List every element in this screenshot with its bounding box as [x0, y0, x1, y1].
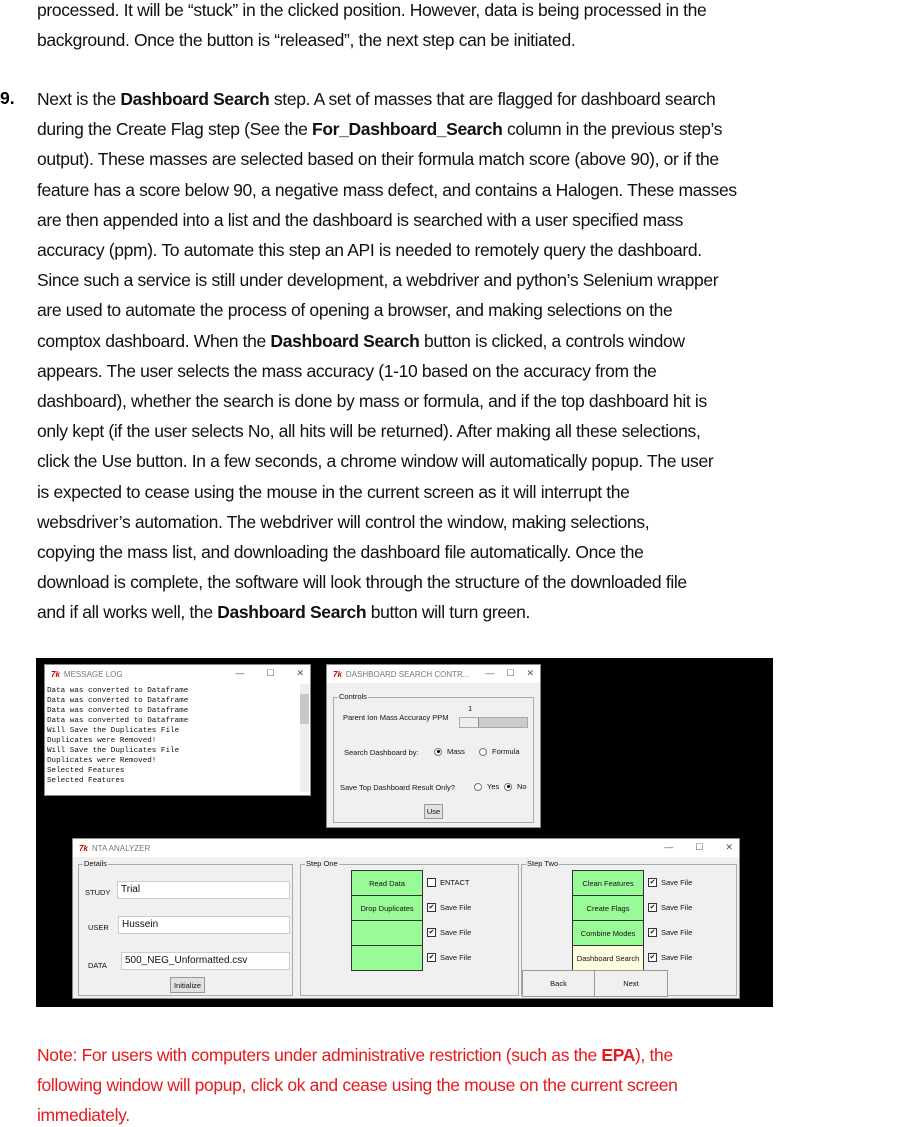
checkbox-icon: ✔: [428, 929, 435, 936]
text-line: [37, 571, 687, 593]
text-line: [37, 269, 718, 291]
text-segment: button is clicked, a controls window: [419, 330, 685, 351]
checkbox-icon: ✔: [428, 904, 435, 911]
app-logo-icon: 7k: [333, 669, 342, 679]
text-line: [37, 601, 530, 623]
text-segment: Next is the: [37, 89, 121, 109]
save-file-checkbox[interactable]: [427, 953, 471, 962]
bold-term: For_Dashboard_Search: [312, 119, 503, 140]
text-segment: are then appended into a list and the dashboard is searched with a user specified mass: [37, 209, 684, 230]
text-segment: dashboard), whether the search is done by mass or formula, and if the top dashboard hit is: [37, 391, 707, 411]
checkbox-icon: ✔: [649, 879, 656, 886]
ppm-slider[interactable]: [459, 717, 528, 728]
study-input[interactable]: Trial: [117, 881, 290, 899]
dashboard-search-dialog: [326, 664, 541, 828]
log-line: Duplicates were Removed!: [47, 737, 157, 745]
checkbox-label: Save File: [440, 953, 472, 962]
text-segment: button will turn green.: [366, 602, 531, 623]
save-file-checkbox[interactable]: [427, 878, 469, 887]
bold-term: EPA: [601, 1045, 636, 1065]
radio-yes[interactable]: [474, 782, 499, 791]
radio-formula[interactable]: [479, 747, 520, 756]
log-line: Data was converted to Dataframe: [47, 707, 189, 715]
screenshot: [36, 658, 773, 1007]
bold-term: Dashboard Search: [120, 89, 270, 109]
scrollbar[interactable]: [300, 684, 309, 792]
app-logo-icon: 7k: [51, 669, 60, 679]
text-line: [37, 511, 649, 533]
group-label: Step Two: [527, 859, 559, 868]
text-line: [37, 0, 706, 21]
text-line: [37, 118, 722, 140]
bold-term: Dashboard Search: [270, 330, 420, 351]
text-segment: during the Create Flag step (See the: [37, 119, 312, 140]
log-line: Data was converted to Dataframe: [47, 697, 189, 705]
checkbox-label: Save File: [440, 903, 472, 912]
checkbox-icon: ✔: [428, 954, 435, 961]
minimize-icon[interactable]: —: [485, 668, 495, 678]
back-button[interactable]: Back: [522, 970, 595, 997]
save-top-label: Save Top Dashboard Result Only?: [340, 783, 455, 792]
maximize-icon[interactable]: ☐: [695, 842, 704, 852]
step-one-group: [300, 859, 519, 996]
text-segment: column in the previous step’s: [502, 119, 723, 140]
ppm-label: Parent Ion Mass Accuracy PPM: [343, 713, 449, 722]
text-segment: are used to automate the process of opening a browser, and making selections on the: [37, 300, 673, 321]
checkbox-label: Save File: [440, 928, 472, 937]
save-file-checkbox[interactable]: [648, 953, 692, 962]
text-segment: comptox dashboard. When the: [37, 330, 271, 351]
checkbox-label: Save File: [661, 903, 693, 912]
ppm-value: 1: [468, 704, 473, 713]
text-segment: click the Use button. In a few seconds, a chrome window will automatically popup. The user: [37, 451, 714, 472]
checkbox-label: Save File: [661, 878, 693, 887]
checkbox-icon: ✔: [649, 954, 656, 961]
radio-label: Mass: [447, 747, 465, 756]
close-icon[interactable]: ✕: [526, 668, 534, 678]
log-line: Selected Features: [47, 777, 125, 785]
checkbox-label: Save File: [661, 928, 693, 937]
data-label: DATA: [88, 961, 107, 970]
close-icon[interactable]: ✕: [296, 668, 304, 678]
maximize-icon[interactable]: ☐: [506, 668, 515, 678]
details-group: [78, 859, 293, 996]
text-segment: is expected to cease using the mouse in the current screen as it will interrupt the: [37, 481, 630, 502]
checkbox-label: ENTACT: [440, 878, 470, 887]
text-segment: appears. The user selects the mass accuracy (1-10 based on the accuracy from the: [37, 360, 657, 381]
step-button[interactable]: Combine Modes: [572, 920, 644, 946]
next-button[interactable]: Next: [594, 970, 668, 997]
step-button[interactable]: Dashboard Search: [572, 945, 644, 971]
controls-group: [333, 692, 534, 823]
text-line: [37, 330, 685, 352]
search-by-label: Search Dashboard by:: [344, 748, 419, 757]
message-log-window: [44, 664, 311, 796]
group-label: Step One: [306, 859, 338, 868]
group-label: Controls: [339, 692, 367, 701]
radio-label: Yes: [487, 782, 500, 791]
save-file-checkbox[interactable]: [648, 878, 692, 887]
radio-label: No: [517, 782, 527, 791]
text-segment: download is complete, the software will look through the structure of the downloaded file: [37, 572, 687, 593]
maximize-icon[interactable]: ☐: [266, 668, 275, 678]
nta-analyzer-window: [72, 838, 740, 999]
text-segment: feature has a score below 90, a negative mass defect, and contains a Halogen. These masses: [37, 179, 737, 200]
text-segment: immediately.: [37, 1105, 130, 1125]
text-segment: copying the mass list, and downloading the dashboard file automatically. Once the: [37, 542, 644, 562]
use-button[interactable]: Use: [424, 804, 443, 819]
save-file-checkbox[interactable]: [648, 903, 692, 912]
log-line: Duplicates were Removed!: [47, 757, 157, 765]
step-button[interactable]: Drop Duplicates: [351, 895, 423, 921]
text-line: [37, 450, 713, 472]
log-line: Data was converted to Dataframe: [47, 717, 189, 725]
user-label: USER: [88, 923, 109, 932]
text-segment: processed. It will be “stuck” in the clicked position. However, data is being processed in the: [37, 0, 707, 20]
app-logo-icon: 7k: [79, 843, 88, 853]
text-line: [37, 360, 657, 382]
step-button[interactable]: Create Flags: [572, 895, 644, 921]
text-line: [37, 88, 715, 110]
step-button[interactable]: Clean Features: [572, 870, 644, 896]
text-segment: step. A set of masses that are flagged for dashboard search: [269, 89, 716, 109]
study-label: STUDY: [85, 888, 111, 897]
minimize-icon[interactable]: —: [664, 842, 674, 852]
text-segment: websdriver’s automation. The webdriver will control the window, making selections,: [37, 511, 650, 532]
step-button[interactable]: [351, 920, 423, 946]
text-segment: Since such a service is still under development, a webdriver and python’s Selenium wrapper: [37, 270, 719, 291]
window-title: MESSAGE LOG: [63, 669, 123, 679]
text-segment: following window will popup, click ok and cease using the mouse on the current screen: [37, 1075, 678, 1095]
minimize-icon[interactable]: —: [235, 668, 245, 678]
text-line: [37, 299, 672, 321]
save-file-checkbox[interactable]: [427, 903, 471, 912]
text-line: [37, 1074, 677, 1096]
text-line: [37, 29, 575, 51]
checkbox-icon: [427, 878, 436, 887]
text-segment: and if all works well, the: [37, 602, 218, 623]
step-button[interactable]: Read Data: [351, 870, 423, 896]
radio-label: Formula: [492, 747, 520, 756]
text-line: [37, 390, 707, 412]
log-line: Data was converted to Dataframe: [47, 687, 189, 695]
text-segment: ), the: [635, 1045, 673, 1065]
initialize-button[interactable]: Initialize: [170, 977, 205, 993]
data-input[interactable]: 500_NEG_Unformatted.csv: [121, 952, 290, 970]
log-line: Will Save the Duplicates File: [47, 727, 180, 735]
step-two-group: [521, 859, 737, 996]
checkbox-icon: ✔: [649, 929, 656, 936]
step-button[interactable]: [351, 945, 423, 971]
text-line: [37, 148, 719, 170]
text-line: [37, 541, 644, 563]
window-title: DASHBOARD SEARCH CONTR...: [345, 669, 470, 679]
radio-no[interactable]: [504, 782, 527, 791]
text-segment: background. Once the button is “released”, the next step can be initiated.: [37, 30, 576, 50]
text-line: [37, 481, 630, 503]
text-segment: accuracy (ppm). To automate this step an API is needed to remotely query the dashboard.: [37, 240, 702, 260]
log-line: Selected Features: [47, 767, 125, 775]
log-text: [45, 683, 310, 795]
checkbox-label: Save File: [661, 953, 693, 962]
text-line: [37, 420, 700, 442]
text-segment: only kept (if the user selects No, all hits will be returned). After making all these selections,: [37, 421, 701, 442]
close-icon[interactable]: ✕: [725, 842, 733, 852]
step-number: 9.: [0, 88, 15, 108]
text-line: [37, 1104, 130, 1126]
save-file-checkbox[interactable]: [427, 928, 471, 937]
text-segment: Note: For users with computers under administrative restriction (such as the: [37, 1045, 602, 1065]
window-title: NTA ANALYZER: [91, 843, 151, 853]
text-line: [37, 209, 683, 231]
checkbox-icon: ✔: [649, 904, 656, 911]
text-line: [37, 179, 737, 201]
radio-mass[interactable]: [434, 747, 465, 756]
text-segment: output). These masses are selected based on their formula match score (above 90), or if the: [37, 149, 719, 170]
save-file-checkbox[interactable]: [648, 928, 692, 937]
log-line: Will Save the Duplicates File: [47, 747, 180, 755]
group-label: Details: [84, 859, 107, 868]
bold-term: Dashboard Search: [217, 602, 367, 623]
text-line: [37, 239, 702, 261]
text-line: [37, 1044, 673, 1066]
user-input[interactable]: Hussein: [118, 916, 290, 934]
